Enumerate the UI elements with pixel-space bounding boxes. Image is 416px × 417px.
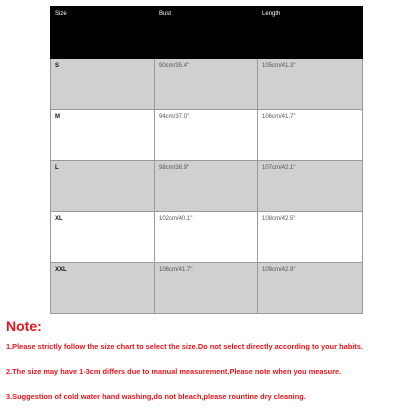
note-section — [6, 318, 412, 417]
length-cell: 109cm/42.9" — [258, 263, 363, 314]
length-cell: 105cm/41.3" — [258, 59, 363, 110]
table-row — [51, 110, 363, 161]
size-cell: XL — [51, 212, 155, 263]
note-line-2: 2.The size may have 1-3cm differs due to manual measurement.Please note when you measure. — [6, 367, 342, 376]
table-header-row — [51, 7, 363, 59]
bust-cell: 102cm/40.1" — [155, 212, 258, 263]
note-line-1: 1.Please strictly follow the size chart to select the size.Do not select directly according to your habits. — [6, 342, 363, 351]
bust-cell: 106cm/41.7" — [155, 263, 258, 314]
table-row — [51, 161, 363, 212]
bust-cell: 90cm/35.4" — [155, 59, 258, 110]
header-size: Size — [51, 7, 155, 59]
table-row — [51, 212, 363, 263]
size-cell: S — [51, 59, 155, 110]
length-cell: 107cm/42.1" — [258, 161, 363, 212]
size-cell: L — [51, 161, 155, 212]
table-row — [51, 59, 363, 110]
table-row — [51, 263, 363, 314]
header-bust: Bust — [155, 7, 258, 59]
note-title: Note: — [6, 318, 42, 334]
note-line-3: 3.Suggestion of cold water hand washing,do not bleach,please rountine dry cleaning. — [6, 392, 306, 401]
size-cell: M — [51, 110, 155, 161]
size-cell: XXL — [51, 263, 155, 314]
size-chart-table — [50, 6, 363, 314]
bust-cell: 94cm/37.0" — [155, 110, 258, 161]
length-cell: 106cm/41.7" — [258, 110, 363, 161]
bust-cell: 98cm/38.9" — [155, 161, 258, 212]
header-length: Length — [258, 7, 363, 59]
length-cell: 108cm/42.5" — [258, 212, 363, 263]
